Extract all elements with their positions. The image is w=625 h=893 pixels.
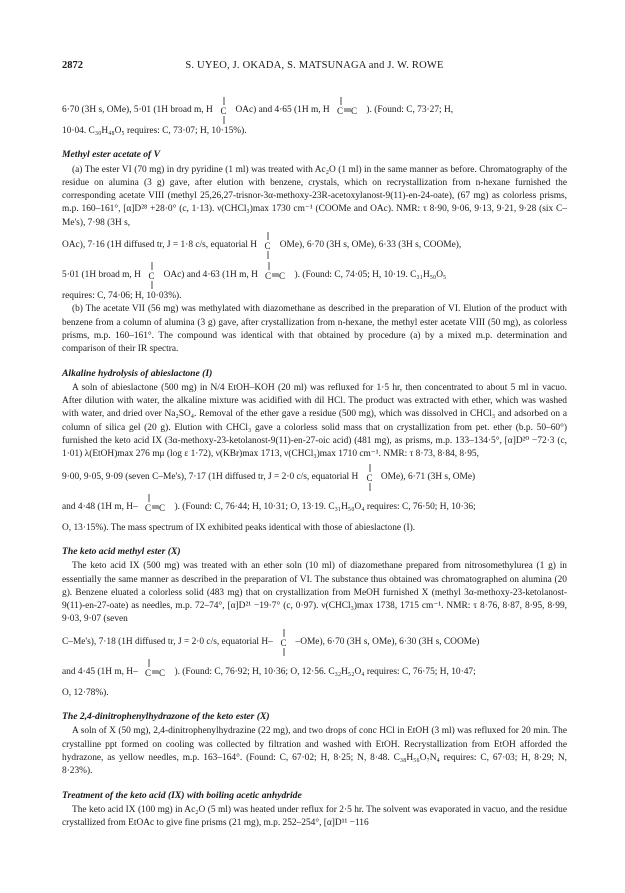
svg-text:C: C — [351, 106, 358, 116]
article-body — [62, 95, 567, 830]
text-line: 5·01 (1H broad m, H C OAc) and 4·63 (1H m, H C C ). (Found: C, 74·05; H, 10·19. C₃₁H₅₀O₅ — [62, 260, 567, 290]
svg-text:C: C — [337, 106, 344, 116]
text-line: requires: C, 74·06; H, 10·03%). — [62, 291, 182, 302]
svg-text:C: C — [279, 271, 286, 282]
page-number: 2872 — [62, 60, 83, 71]
svg-text:C: C — [220, 106, 227, 116]
methine-carbon-structure — [218, 95, 230, 125]
section-heading: The keto acid methyl ester (X) — [62, 545, 181, 557]
paragraph: The keto acid IX (100 mg) in Ac₂O (5 ml) was heated under reflux for 2·5 hr. The solvent was evaporated in vacuo, and the residue crystallized from EtOAc to give fine prisms (21 mg), m.p. 252–254°, [α]D¹¹ −116 — [62, 804, 567, 829]
olefin-structure — [335, 95, 361, 125]
svg-text:C: C — [264, 241, 271, 252]
section-heading: Methyl ester acetate of V — [62, 149, 161, 161]
svg-text:C: C — [159, 667, 166, 678]
paragraph: A soln of abieslactone (500 mg) in N/4 EtOH–KOH (20 ml) was refluxed for 1·5 hr, then concentrated to about 5 ml in vacuo. After dilution with water, the alkaline mixture was acidified with dil HCl. The product was extracted with ether, which was washed with water, and dried over Na₂SO₄. Removal of the ether gave a residue (500 mg), which was dissolved in CHCl₃ and adsorbed on a column of silica gel (20 g). Elution with CHCl₃ gave a colorless solid mass that on crystallization from pet. ether (b.p. 50–60°) furnished the keto acid IX (3α-methoxy-23-ketolanost-9(11)-en-27-oic acid) (481 mg), as prisms, m.p. 133–134·5°, [α]D²⁰ −72·3 (c, 1·01) λ(EtOH)max 276 mμ (log ε 1·72), ν(KBr)max 1713, ν(CHCl₃)max 1710 cm⁻¹. NMR: τ 8·73, 8·84, 8·95, — [62, 382, 567, 460]
methine-carbon-structure — [262, 230, 274, 260]
text-line: C–Me's), 7·18 (1H diffused tr, J = 2·0 c/s, equatorial H– C –OMe), 6·70 (3H s, OMe), 6·30 (3H s, COOMe) — [62, 627, 567, 657]
running-title: S. UYEO, J. OKADA, S. MATSUNAGA and J. W. ROWE — [185, 60, 444, 71]
methine-carbon-structure — [364, 462, 376, 492]
text-fragment: 6·70 (3H s, OMe), 5·01 (1H broad m, H — [62, 105, 213, 116]
olefin-structure — [143, 657, 169, 687]
paragraph: A soln of X (50 mg), 2,4-dinitrophenylhydrazine (22 mg), and two drops of conc HCl in EtOH (3 ml) was refluxed for 20 min. The crystalline ppt formed on cooling was collected by filtration and washed with EtOH. Recrystallization from EtOH afforded the hydrazone, as yellow needles, m.p. 163–164°. (Found: C, 67·02; H, 8·25; N, 8·48. C₃₈H₅₆O₇N₄ requires: C, 67·03; H, 8·29; N, 8·23%). — [62, 726, 567, 777]
svg-text:C: C — [148, 271, 155, 282]
continued-text-line — [62, 95, 567, 125]
text-fragment: ). (Found: C, 73·27; H, — [366, 105, 454, 116]
methine-carbon-structure — [146, 260, 158, 290]
text-line: O, 13·15%). The mass spectrum of IX exhibited peaks identical with those of abieslactone (I). — [62, 522, 416, 533]
svg-text:C: C — [366, 472, 373, 483]
section-heading: The 2,4-dinitrophenylhydrazone of the keto ester (X) — [62, 711, 270, 723]
svg-text:C: C — [145, 502, 152, 513]
text-fragment: OAc) and 4·65 (1H m, H — [235, 105, 330, 116]
section-heading: Treatment of the keto acid (IX) with boiling acetic anhydride — [62, 789, 302, 801]
page-header — [62, 60, 567, 74]
text-line: and 4·45 (1H m, H– C C ). (Found: C, 76·92; H, 10·36; O, 12·56. C₃₂H₅₂O₄ requires: C, 76·75; H, 10·47; — [62, 657, 567, 687]
continued-text-line: 10·04. C₃₀H₄₈O₅ requires: C, 73·07; H, 10·15%). — [62, 126, 247, 136]
svg-text:C: C — [280, 637, 287, 648]
text-line: O, 12·78%). — [62, 687, 109, 698]
section-heading: Alkaline hydrolysis of abieslactone (I) — [62, 367, 213, 379]
svg-text:C: C — [159, 502, 166, 513]
paragraph: The keto acid IX (500 mg) was treated with an ether soln (10 ml) of diazomethane prepared from nitrosomethylurea (1 g) in essentially the same manner as described in the preparation of VI. The substance thus obtained was chromatographed on alumina (20 g). Benzene eluated a colorless solid (483 mg) that on crystallization from MeOH furnished X (methyl 3α-methoxy-23-ketolanost-9(11)-en-27-oate) as needles, m.p. 72–74°, [α]D²¹ −19·7° (c, 0·97). ν(CHCl₃)max 1738, 1715 cm⁻¹. NMR: τ 8·76, 8·87, 8·95, 8·99, 9·03, 9·07 (seven — [62, 561, 567, 625]
paragraph: (b) The acetate VII (56 mg) was methylated with diazomethane as described in the preparation of VI. Elution of the product with benzene from a column of alumina (3 g) gave, after crystallization from n-hexane, the methyl ester acetate VIII (50 mg), as colorless prisms, m.p. 160–161°. The compound was identical with that obtained by procedure (a) by a mixed m.p. determination and comparison of their IR spectra. — [62, 304, 567, 355]
svg-text:C: C — [265, 271, 272, 282]
text-line: and 4·48 (1H m, H– C C ). (Found: C, 76·44; H, 10·31; O, 13·19. C₃₁H₅₀O₄ requires: C, 76·50; H, 10·36; — [62, 492, 567, 522]
text-line: OAc), 7·16 (1H diffused tr, J = 1·8 c/s, equatorial H C OMe), 6·70 (3H s, OMe), 6·33 (3H s, COOMe), — [62, 230, 567, 260]
text-line: 9·00, 9·05, 9·09 (seven C–Me's), 7·17 (1H diffused tr, J = 2·0 c/s, equatorial H C OMe), 6·71 (3H s, OMe) — [62, 462, 567, 492]
paragraph: (a) The ester VI (70 mg) in dry pyridine (1 ml) was treated with Ac₂O (1 ml) in the same manner as before. Chromatography of the residue on alumina (3 g) gave, after elution with benzene, crystals, which on recrystallization from n-hexane furnished the corresponding acetate VIII (methyl 25,26,27-trisnor-3α-methoxy-23R-acetoxylanost-9(11)-en-24-oate), (67 mg) as colorless prisms, m.p. 160–161°, [α]D²⁸ +28·0° (c, 1·13). ν(CHCl₃)max 1730 cm⁻¹ (COOMe and OAc). NMR: τ 8·90, 9·06, 9·13, 9·21, 9·28 (six C–Me's), 7·98 (3H s, — [62, 164, 567, 228]
olefin-structure — [263, 260, 289, 290]
olefin-structure — [143, 492, 169, 522]
methine-carbon-structure — [278, 627, 290, 657]
svg-text:C: C — [145, 667, 152, 678]
